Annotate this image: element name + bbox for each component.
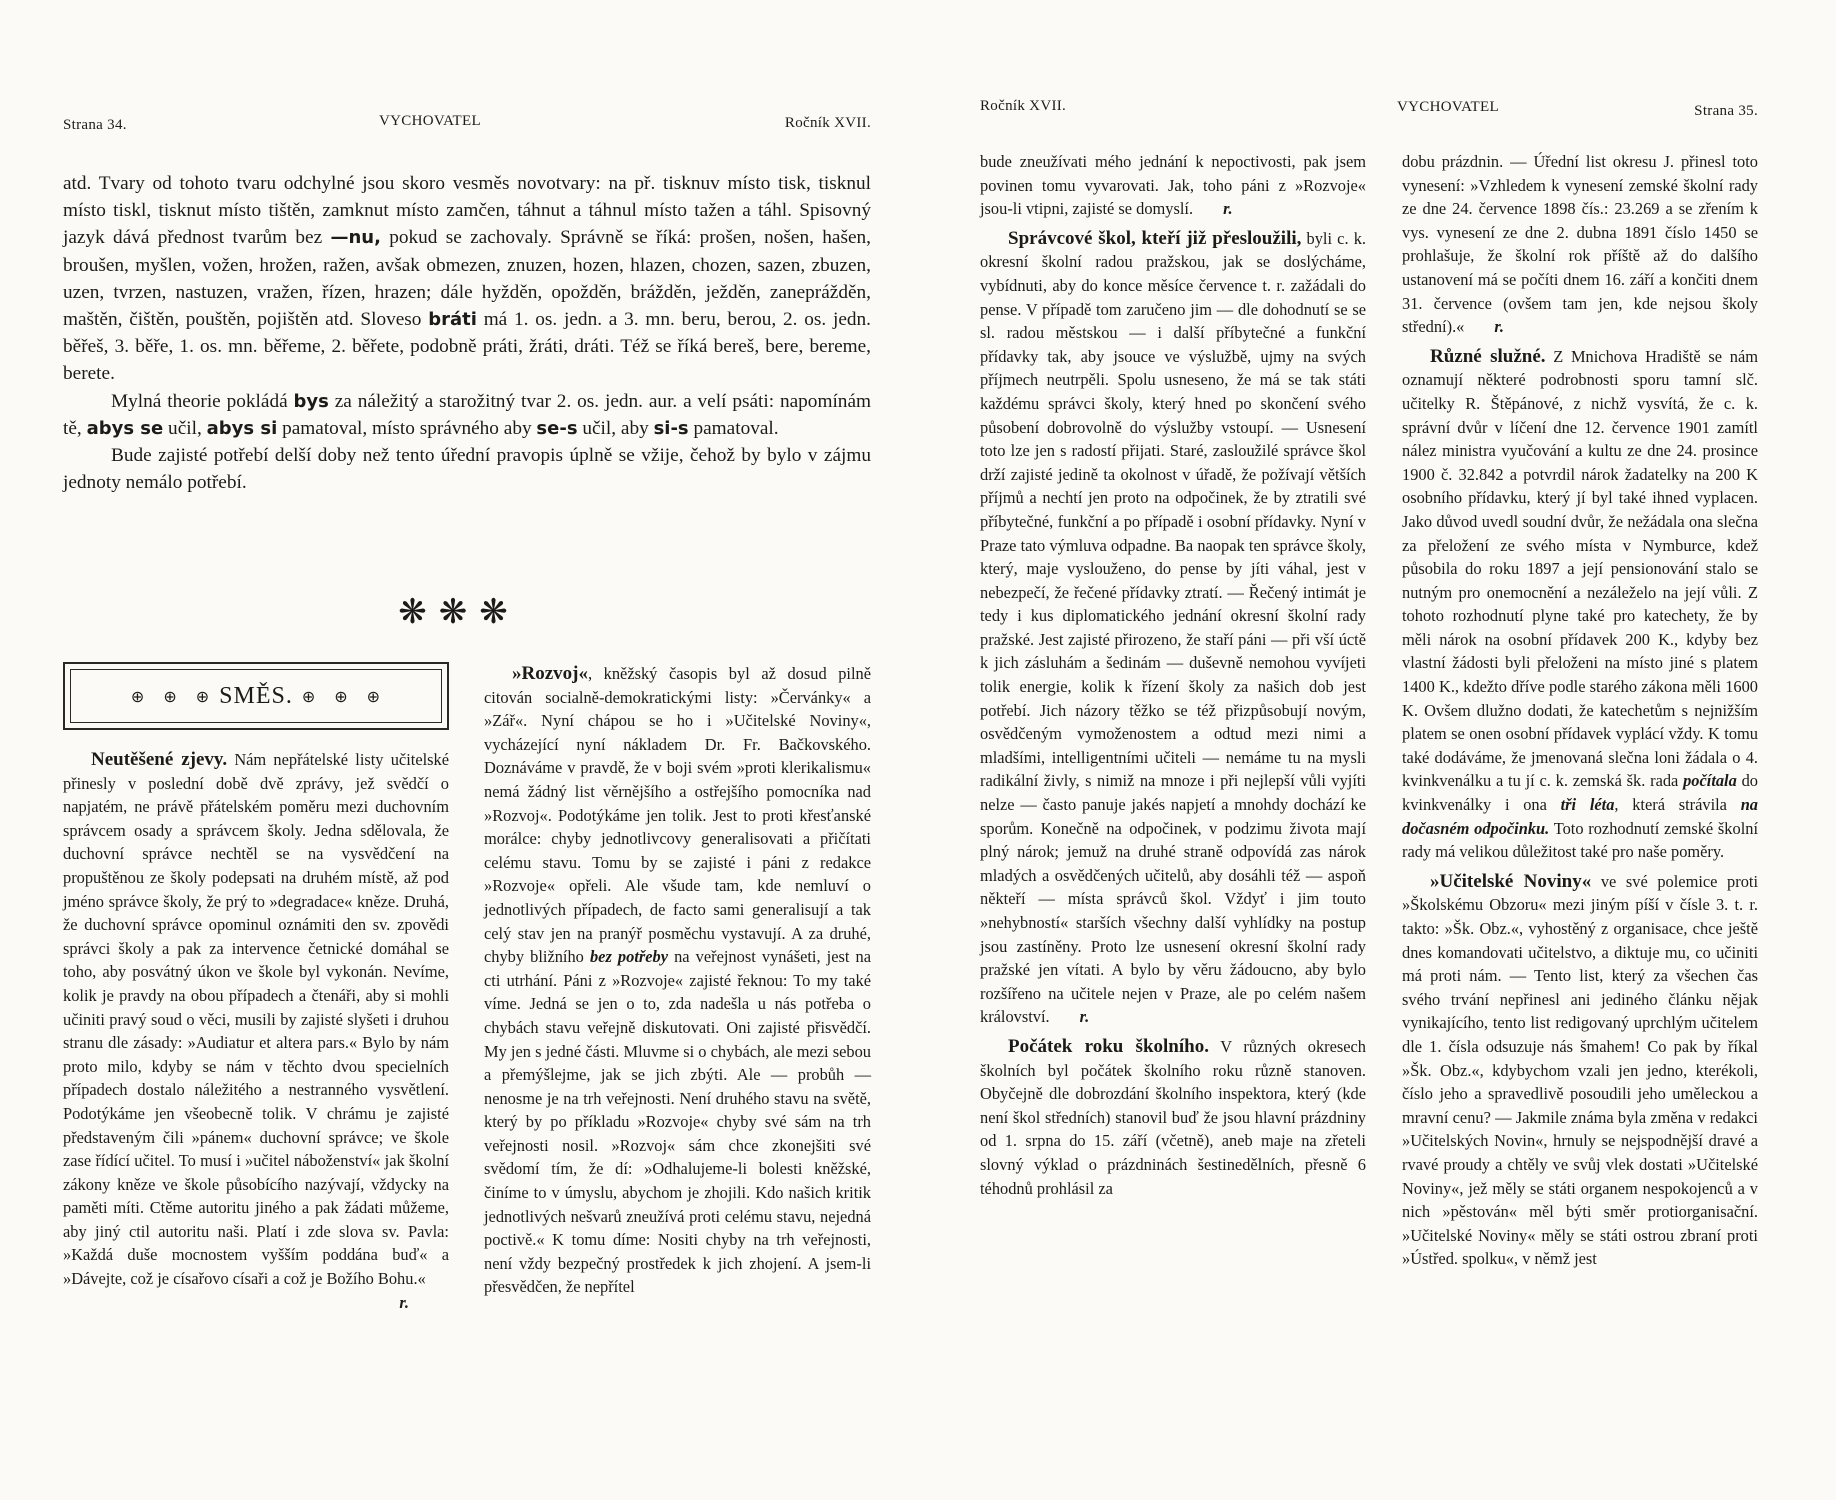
page-number-left: Strana 34.: [63, 117, 127, 133]
article-paragraph: »Rozvoj«, kněžský časopis byl až dosud pilně citován socialně-demokratickými listy: »Červánky« a »Zář«. Nyní chápou se ho i »Učitelské Noviny«, vycházející nyní nákladem Dr. Fr. Bačkovského. Doznáváme v pravdě, že v boji svém »proti klerikalismu« nemá žádný list věrnějšího a ostřejšího pomocníka nad »Rozvoj«. Podotýkáme jen tolik. Jest to proti křesťanské morálce: chyby jednotlivcovy generalisovati a přičítati celému stavu. Tomu by se zajisté i páni z redakce »Rozvoje« opřeli. Ale všude tam, kde nemluví o jednotlivých případech, de facto sami generalisují a tak celý stav jen na pranýř posměchu vystavují. A za druhé, chyby bližního bez potřeby na veřejnost vynášeti, jest na cti utrhání. Páni z »Rozvoje« zajisté řeknou: To my také víme. Jedná se jen o to, zda nadešla u nás potřeba o chybách stavu veřejně diskutovati. Oni zajisté přisvědčí. My jen s jedné části. Mluvme si o chybách, ale mezi sebou a přemýšlejme, jak se jich zbýti. Ale — probůh — nenosme je na trh veřejnosti. Není druhého stavu na světě, který by po příkladu »Rozvoje« chyby své sám na trh veřejnosti nosil. »Rozvoj« sám chce zkonejšiti své svědomí tím, že dí: »Odhalujeme-li bolesti kněžské, činíme to v úmyslu, abychom je zhojili. Kdo našich kritik jednotlivých nešvarů zneužívá proti celému stavu, nejedná poctivě.« K tomu díme: Nositi chyby na trh veřejnosti, není vždy bezpečný prostředek k jich zhojení. A jsem-li přesvědčen, že nepřítel: [484, 663, 871, 1297]
page-number-right: Strana 35.: [1694, 103, 1758, 119]
article-paragraph: Neutěšené zjevy. Nám nepřátelské listy učitelské přinesly v poslední době dvě zprávy, jež svědčí o napjatém, ne právě přátelském poměru mezi duchovním správcem osady a správcem školy. Jedna sdělovala, že duchovní správce nechtěl se na vysvědčení na propuštěnou ze školy podepsati na druhém místě, až pod jméno správce školy, že prý to »degradace« kněze. Druhá, že duchovní správce opominul oznámiti den sv. zpovědi správci školy a pak za intervence četnické domáhal se toho, aby posvátný úkon ve škole byl vykonán. Nevíme, kolik je pravdy na obou případech a čtenáři, aby si mohli učiniti pravý soud o věci, musili by zajisté slyšeti i druhou stranu dle zásady: »Audiatur et altera pars.« Bylo by nám proto milo, kdyby se nám v těchto dvou specielních případech dostalo náležitého a nestranného vysvětlení. Podotýkáme jen všeobecně tolik. V chrámu je zajisté představeným čili »pánem« duchovní správce; ve škole zase řídící učitel. To musí i »učitel náboženství« jak školní zákony kněze ve škole působícího nazývají, vždycky na paměti míti. Ctěme autoritu jiného a pak žádati můžeme, aby jiný ctil autoritu naši. Platí i zde slova sv. Pavla: »Každá duše mocnostem vyšším poddána buď« a »Dávejte, což je císařovo císaři a což je Božího Bohu.«: [63, 749, 449, 1289]
article-rozvoj: [484, 662, 871, 1299]
author-signature: r.: [1494, 317, 1504, 337]
ornament-icon: ⊕: [163, 686, 178, 706]
article-spravcove-skol: Správcové škol, kteří již přesloužili, byli c. k. okresní školní radou pražskou, jak se doslýcháme, vybídnuti, aby do konce měsíce července t. r. zažádali do pense. V případě tom zaručeno jim — dle dohodnutí se se sl. radou městskou — i další příbytečné a funkční přídavky tak, aby jsouce ve výslužbě, ujmy na svých příjmech neutrpěli. Spolu usneseno, že má se tak státi každému správci školy, který hned po skončení svého působení dobrovolně do výslužby vstoupí. — Usnesení toto lze jen s radostí přijati. Staré, zasloužilé správce škol drží zajisté jedině ta okolnost v úřadě, že požívají větších příjmů a nechtí jen proto na odpočinek, že by ztratili své příbytečné, funkční a po případě i osobní přídavky. Nyní v Praze tato výmluva odpadne. Ba naopak ten správce školy, který, maje vyslouženo, do pense by jíti váhal, jest v nebezpečí, že řečené přídavky ztratí. — Řečený intimát je tedy i kus diplomatického jednání okresní školní rady pražské. Jest zajisté přirozeno, že staří páni — při vší úctě k jich zásluhám a šedinám — duševně nemohou vyvíjeti tolik energie, kolik k řízení školy za našich dob jest potřebí. Jich názory těžko se též přizpůsobují novým, osvědčeným vymoženostem a odtud mezi nimi a mladšími, intelligentními učiteli — nemáme tu na mysli radikální živly, s nimiž na mnoze i při nejlepší vůli vyjíti nelze — často panuje jakés napjetí a mnohdy dochází ke sporům. Konečně na odpočinek, v podzimu života mají plný nárok; jemuž na druhé straně odpovídá zas nárok mladých a osvědčených učitelů, aby dosáhli též — aspoň někteří — místa správců škol. Vždyť i jim touto »nehybností« starších všechny další vyhlídky na postup jsou zastíněny. Proto lze usnesení okresní školní rady pražské jen vítati. A bylo by věru žádoucno, aby bylo rozšířeno na učitele nejen v Praze, ale po celém našem království. r.: [980, 227, 1366, 1027]
article-paragraph: dobu prázdnin. — Úřední list okresu J. přinesl toto vynesení: »Vzhledem k vynesení zemské školní rady ze dne 24. července 1898 čís.: 23.269 a se zřením k vys. vynesení ze dne 2. dubna 1891 číslo 1450 se prohlašuje, že školní rok příště až do dalšího ustanovení má se počíti dnem 16. září a končiti dnem 31. července (ovšem tam jen, kde nejsou školy střední).« r.: [1402, 152, 1758, 337]
section-box-smes: [63, 662, 449, 730]
article-heading: Počátek roku školního.: [1008, 1035, 1209, 1057]
journal-title-right: VYCHOVATEL: [1397, 99, 1499, 115]
section-box-inner: [70, 669, 442, 723]
ornament-icon: ⊕: [301, 686, 317, 706]
ornament-icon: ⊕: [334, 686, 349, 706]
article-paragraph: bude zneužívati mého jednání k nepoctivosti, pak jsem povinen tomu vyvarovati. Jak, toho páni z »Rozvoje« jsou-li vtipni, zajisté se domyslí. r.: [980, 152, 1366, 219]
intro-paragraph-3: Bude zajisté potřebí delší doby než tento úřední pravopis úplně se vžije, čehož by bylo v zájmu jednoty nemálo potřebí.: [63, 445, 871, 494]
article-ruzne-sluzne: Různé služné. Z Mnichova Hradiště se nám oznamují některé podrobnosti sporu tamní slč. učitelky R. Štěpánové, z nichž vysvítá, že c. k. správní dvůr v líčení dne 12. července 1901 zamítl nález ministra vyučování a kultu ze dne 24. prosince 1900 č. 32.842 a potvrdil nárok žadatelky na 200 K osobního přídavku, který jí byl také ihned vyplacen. Jako důvod uvedl soudní dvůr, že nežádala ona slečna za přeložení ze svého místa v Nymburce, kdež působila do roku 1897 a její pensionování stalo se nutným pro onemocnění a nezáleželo na její vůli. Z tohoto rozhodnutí plyne také pro katechety, že by měli nárok na osobní přídavek 200 K., kdyby bez vlastní žádosti byli přeloženi na místo jiné s platem 1400 K., kdežto dříve podle starého zákona měli 1600 K. Ovšem dlužno dodati, že katechetům s nejnižším platem se onen osobní přídavek vyplácí vždy. K tomu také dodáváme, že jmenovaná slečna loni žádala o 4. kvinkvenálku a tu jí c. k. zemská šk. rada počítala do kvinkvenálky i ona tři léta, která strávila na dočasném odpočinku. Toto rozhodnutí zemské školní rady má velikou důležitost také pro naše poměry.: [1402, 345, 1759, 862]
author-signature: r.: [1079, 1007, 1090, 1027]
intro-paragraph-2: Mylná theorie pokládá bys za náležitý a starožitný tvar 2. os. jedn. aur. a velí psáti: napomínám tě, abys se učil, abys si pamatoval, místo správného aby se-s učil, aby si-s pamatoval.: [63, 390, 871, 439]
article-ucitelske-noviny: »Učitelské Noviny« ve své polemice proti »Školskému Obzoru« mezi jiným píší v čísle 3. t. r. takto: »Šk. Obz.«, vyhostěný z organisace, chce ještě dnes komandovati učitelstvo, a diktuje mu, co učiniti má proti nám. — Tento list, který za všechen čas svého trvání nepřinesl ani jediného článku nějak vynikajícího, tento list redigovaný uprchlým učitelem dle 1. čísla odsuzuje nás šmahem! Co pak by říkal »Šk. Obz.«, kdybychom vzali jen jedno, kterékoli, číslo jeho a spravedlivě posoudili jeho uměleckou a mravní cenu? — Jakmile známa byla změna v redakci »Učitelských Novin«, hrnuly se nejspodnější dravé a rvavé proudy a chtěly ve svůj vlek dostati »Učitelské Noviny«, jež měly se státi organem nespokojenců a v nich »pěstován« měl býti směr protiorganisační. »Učitelské Noviny« měly se státi ostrou zbraní proti »Ústřed. spolku«, v němž jest: [1402, 870, 1758, 1269]
ornament-icon: ⊕: [195, 686, 211, 706]
article-heading: »Rozvoj«: [512, 663, 588, 684]
article-heading: Neutěšené zjevy.: [91, 749, 228, 770]
volume-right: Ročník XVII.: [980, 98, 1067, 114]
ornament-icon: ⊕: [130, 686, 146, 706]
intro-text: [63, 170, 871, 496]
section-title: SMĚS.: [219, 682, 293, 709]
volume-left: Ročník XVII.: [784, 115, 871, 131]
journal-title-left: VYCHOVATEL: [379, 113, 481, 129]
article-heading: »Učitelské Noviny«: [1430, 870, 1592, 892]
author-signature: r.: [1223, 199, 1233, 219]
column-4: [1402, 150, 1758, 1271]
article-heading: Různé služné.: [1430, 345, 1546, 367]
ornament-icon: ⊕: [366, 686, 382, 706]
author-signature: r.: [399, 1292, 409, 1312]
intro-paragraph-1: atd. Tvary od tohoto tvaru odchylné jsou skoro vesměs novotvary: na př. tisknuv místo tisk, tisknul místo tiskl, tisknut místo tištěn, zamknut místo zamčen, táhnut a táhnul místo tažen a táhl. Spisovný jazyk dává přednost tvarům bez —nu, pokud se zachovaly. Správně se říká: prošen, nošen, hašen, broušen, myšlen, vožen, hrožen, ražen, avšak obmezen, znuzen, hozen, hlazen, chozen, sazen, zbuzen, uzen, tvrzen, nastuzen, vražen, řízen, hrazen; dále hyžděn, opožděn, brážděn, ježděn, zaneprážděn, maštěn, čištěn, pouštěn, pojištěn atd. Sloveso bráti má 1. os. jedn. a 3. mn. beru, berou, 2. os. jedn. běřeš, 3. běře, 1. os. mn. běřeme, 2. běřete, podobně práti, žráti, dráti. Též se říká bereš, bere, bereme, berete.: [63, 173, 871, 385]
column-3: [980, 150, 1366, 1200]
article-pocatek-roku: Počátek roku školního. V různých okresech školních byl počátek školního roku různě stanoven. Obyčejně dle dobrozdání školního inspektora, který (kde není škol středních) stanovil buď že jsou hlavní prázdniny od 1. srpna do 15. září (včetně), aneb maje na zřeteli slovný výklad o prázdninách šestinedělních, přesně 6 téhodnů prohlásil za: [980, 1035, 1366, 1198]
article-neutesene-zjevy: [63, 748, 449, 1314]
right-page: [918, 0, 1836, 1500]
ornament-stars-icon: ❋❋❋: [398, 592, 520, 632]
article-heading: Správcové škol, kteří již přesloužili,: [1008, 227, 1302, 249]
